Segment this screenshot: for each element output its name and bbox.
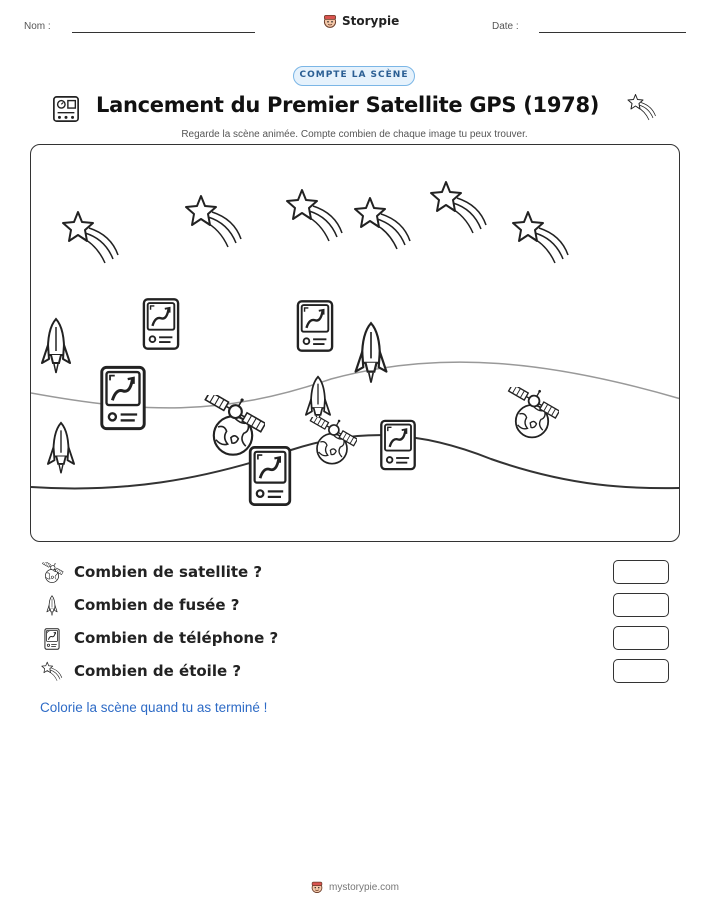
question-label: Combien de fusée ? [74,596,240,614]
satellite-icon [40,562,64,584]
date-label: Date : [492,21,519,32]
satellite-icon [204,383,270,455]
scene-illustration [31,145,680,542]
storypie-mascot-icon [322,13,338,29]
brand-name: Storypie [342,14,400,28]
storypie-mascot-icon [310,880,324,894]
question-label: Combien de étoile ? [74,662,242,680]
activity-badge: COMPTE LA SCÈNE [293,66,415,86]
name-label: Nom : [24,21,51,32]
rocket-icon [40,595,64,617]
phone-icon [250,447,290,504]
storypie-logo [322,13,399,29]
name-line[interactable] [72,32,255,33]
rocket-icon [306,377,330,424]
shooting-star-icon [513,212,568,263]
shooting-star-icon [186,196,241,247]
shooting-star-icon [63,212,118,263]
page-subtitle: Regarde la scène animée. Compte combien de chaque image tu peux trouver. [181,129,528,140]
coloring-instruction: Colorie la scène quand tu as terminé ! [40,700,268,715]
counting-scene [30,144,680,542]
answer-box-rocket[interactable] [613,593,669,617]
answer-box-star[interactable] [613,659,669,683]
page-footer [0,880,709,894]
shooting-star-icon [627,93,657,123]
question-star [40,659,680,685]
rocket-icon [356,323,387,382]
phone-icon [40,628,64,650]
date-line[interactable] [539,32,686,33]
shooting-star-icon [287,190,342,241]
question-phone [40,626,680,652]
phone-icon [381,421,414,469]
question-label: Combien de téléphone ? [74,629,279,647]
satellite-icon [508,377,564,438]
page-title: Lancement du Premier Satellite GPS (1978) [96,93,600,117]
shooting-star-icon [40,661,64,683]
shooting-star-icon [355,198,410,249]
dashboard-icon [52,95,80,123]
question-rocket [40,593,680,619]
shooting-star-icon [431,182,486,233]
answer-box-phone[interactable] [613,626,669,650]
rocket-icon [42,319,70,373]
answer-box-satellite[interactable] [613,560,669,584]
question-label: Combien de satellite ? [74,563,263,581]
footer-url[interactable]: mystorypie.com [328,881,399,893]
phone-icon [102,367,144,428]
question-satellite [40,560,680,586]
phone-icon [298,301,332,350]
phone-icon [144,299,178,348]
worksheet-header [0,0,709,50]
rocket-icon [48,423,74,473]
title-row [0,92,709,124]
